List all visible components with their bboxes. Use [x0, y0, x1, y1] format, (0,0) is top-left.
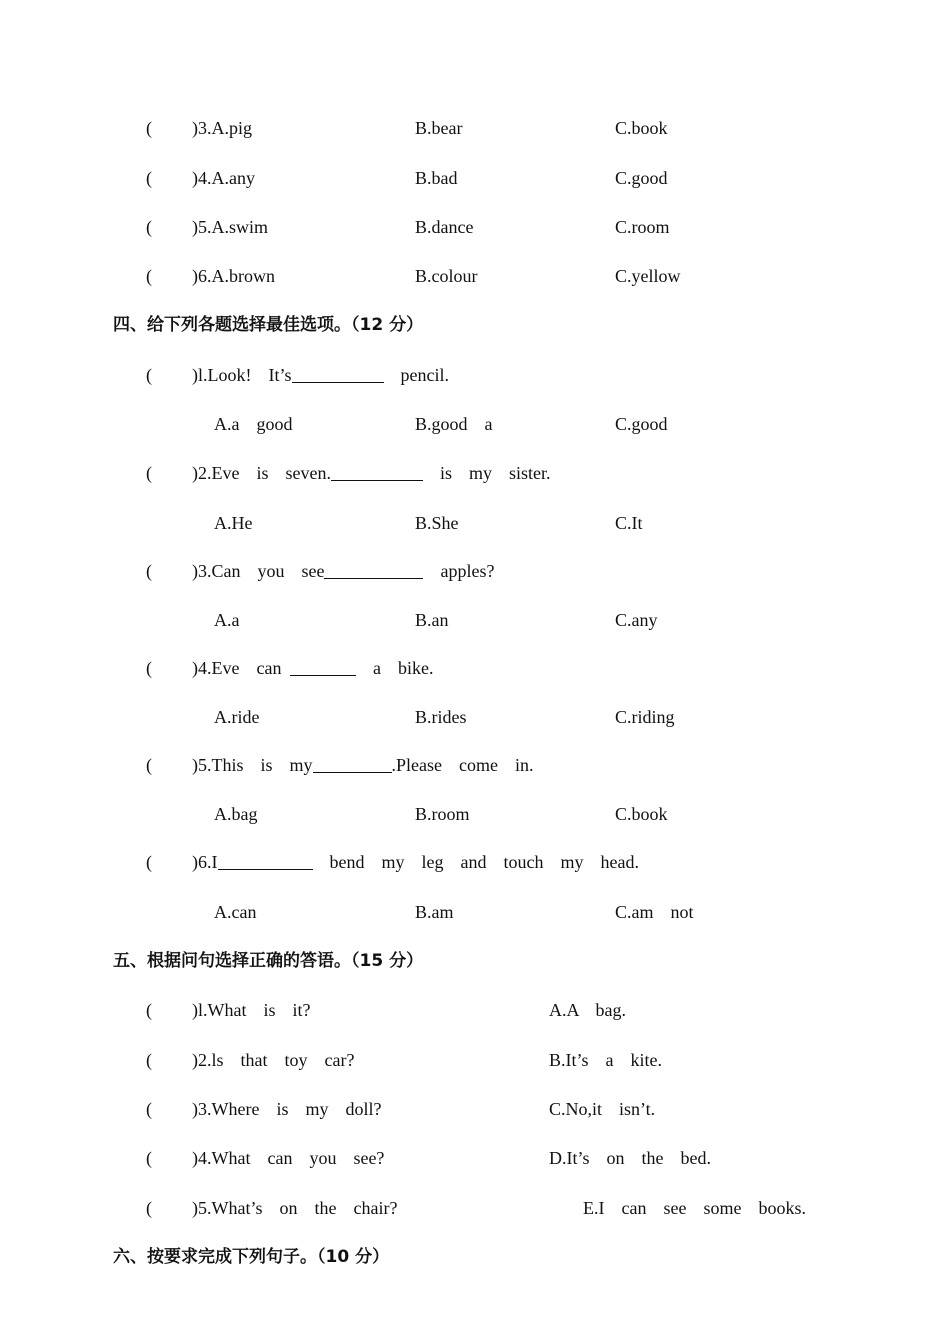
option-b: B.am: [415, 902, 454, 922]
s4-question-2: [0, 460, 950, 486]
question-text: [192, 362, 449, 388]
s5-row-5: [0, 1195, 950, 1221]
option-c: C.book: [615, 118, 668, 138]
answer-option: E.I can see some books.: [583, 1198, 806, 1218]
option-b: B.bear: [415, 118, 463, 138]
s3-item-5: [0, 214, 950, 240]
question-suffix: a bike.: [355, 658, 434, 678]
option-b: B.rides: [415, 707, 467, 727]
option-c: C.riding: [615, 707, 675, 727]
question-suffix: .Please come in.: [391, 755, 534, 775]
question-text: [192, 460, 550, 486]
option-a: )6.A.brown: [192, 266, 275, 286]
s4-question-1: [0, 362, 950, 388]
answer-paren[interactable]: (: [146, 217, 152, 237]
option-a: A.He: [214, 513, 253, 533]
section-heading: 六、按要求完成下列句子。（10 分）: [113, 1247, 390, 1267]
question-suffix: pencil.: [383, 365, 449, 385]
answer-paren[interactable]: (: [146, 852, 152, 872]
answer-option: C.No,it isn’t.: [549, 1099, 656, 1119]
question-prefix: )4.Eve can: [192, 658, 290, 678]
s5-row-3: [0, 1096, 950, 1122]
s4-options-6: [0, 899, 950, 925]
fill-blank[interactable]: [313, 754, 392, 773]
question-text: )4.What can you see?: [192, 1148, 385, 1168]
question-text: [192, 752, 533, 778]
s3-item-6: [0, 263, 950, 289]
s3-item-3: [0, 115, 950, 141]
question-suffix: is my sister.: [422, 463, 551, 483]
answer-paren[interactable]: (: [146, 365, 152, 385]
s4-options-4: [0, 704, 950, 730]
option-a: )4.A.any: [192, 168, 255, 188]
option-a: A.bag: [214, 804, 258, 824]
option-c: C.am not: [615, 902, 694, 922]
option-b: B.good a: [415, 414, 493, 434]
answer-paren[interactable]: (: [146, 118, 152, 138]
question-suffix: apples?: [423, 561, 495, 581]
s5-row-4: [0, 1145, 950, 1171]
s4-options-2: [0, 510, 950, 536]
question-text: [192, 558, 494, 584]
question-prefix: )6.I: [192, 852, 218, 872]
answer-paren[interactable]: (: [146, 168, 152, 188]
answer-option: A.A bag.: [549, 1000, 626, 1020]
option-c: C.yellow: [615, 266, 681, 286]
s4-options-1: [0, 411, 950, 437]
answer-paren[interactable]: (: [146, 463, 152, 483]
answer-paren[interactable]: (: [146, 266, 152, 286]
answer-paren[interactable]: (: [146, 755, 152, 775]
fill-blank[interactable]: [324, 560, 423, 579]
fill-blank[interactable]: [218, 851, 313, 870]
question-text: )5.What’s on the chair?: [192, 1198, 398, 1218]
answer-paren[interactable]: (: [146, 1000, 152, 1020]
option-c: C.good: [615, 414, 668, 434]
s4-options-5: [0, 801, 950, 827]
section4-heading-row: [0, 312, 950, 338]
answer-paren[interactable]: (: [146, 1050, 152, 1070]
section6-heading-row: [0, 1244, 950, 1270]
s4-question-3: [0, 558, 950, 584]
s4-question-5: [0, 752, 950, 778]
question-text: [192, 849, 639, 875]
fill-blank[interactable]: [292, 364, 384, 383]
answer-paren[interactable]: (: [146, 658, 152, 678]
answer-paren[interactable]: (: [146, 1198, 152, 1218]
s4-options-3: [0, 607, 950, 633]
s5-row-1: [0, 997, 950, 1023]
question-prefix: )3.Can you see: [192, 561, 325, 581]
section-heading: 四、给下列各题选择最佳选项。（12 分）: [113, 315, 424, 335]
question-text: )3.Where is my doll?: [192, 1099, 382, 1119]
option-a: )5.A.swim: [192, 217, 268, 237]
question-prefix: )5.This is my: [192, 755, 313, 775]
option-b: B.room: [415, 804, 470, 824]
option-a: A.a good: [214, 414, 293, 434]
s5-row-2: [0, 1047, 950, 1073]
option-b: B.colour: [415, 266, 478, 286]
answer-paren[interactable]: (: [146, 561, 152, 581]
fill-blank[interactable]: [290, 657, 356, 676]
option-c: C.any: [615, 610, 658, 630]
question-text: )l.What is it?: [192, 1000, 311, 1020]
option-c: C.good: [615, 168, 668, 188]
question-suffix: bend my leg and touch my head.: [312, 852, 639, 872]
s4-question-4: [0, 655, 950, 681]
s4-question-6: [0, 849, 950, 875]
answer-option: B.It’s a kite.: [549, 1050, 662, 1070]
question-text: )2.ls that toy car?: [192, 1050, 355, 1070]
option-b: B.dance: [415, 217, 474, 237]
question-prefix: )2.Eve is seven.: [192, 463, 331, 483]
section-heading: 五、根据问句选择正确的答语。（15 分）: [113, 951, 424, 971]
answer-option: D.It’s on the bed.: [549, 1148, 711, 1168]
option-a: A.ride: [214, 707, 260, 727]
option-b: B.She: [415, 513, 459, 533]
option-a: A.a: [214, 610, 240, 630]
option-c: C.book: [615, 804, 668, 824]
answer-paren[interactable]: (: [146, 1099, 152, 1119]
option-a: )3.A.pig: [192, 118, 252, 138]
fill-blank[interactable]: [331, 462, 423, 481]
answer-paren[interactable]: (: [146, 1148, 152, 1168]
option-c: C.room: [615, 217, 670, 237]
option-a: A.can: [214, 902, 257, 922]
section5-heading-row: [0, 948, 950, 974]
option-b: B.an: [415, 610, 449, 630]
s3-item-4: [0, 165, 950, 191]
question-prefix: )l.Look! It’s: [192, 365, 292, 385]
option-b: B.bad: [415, 168, 458, 188]
option-c: C.It: [615, 513, 643, 533]
question-text: [192, 655, 433, 681]
